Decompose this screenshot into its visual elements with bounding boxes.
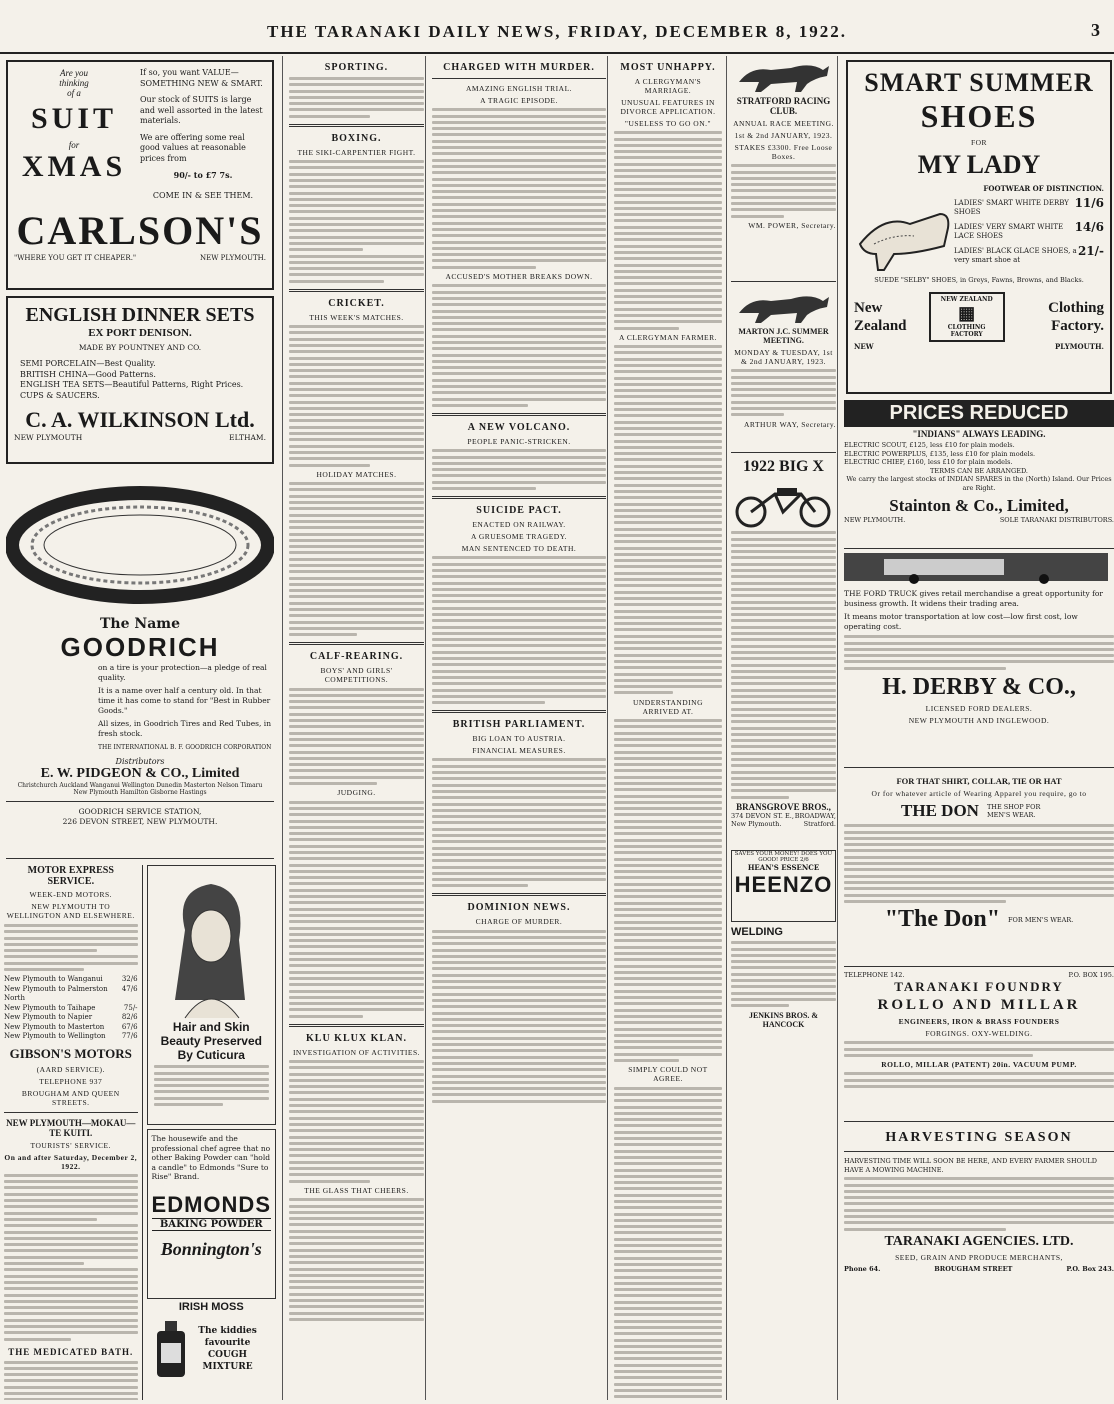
motor-express-sub: WEEK-END MOTORS. <box>29 890 112 899</box>
dinner-item: SEMI PORCELAIN—Best Quality. <box>20 359 156 368</box>
sub-heading: HOLIDAY MATCHES. <box>316 469 397 479</box>
goodrich-station: GOODRICH SERVICE STATION, <box>78 807 202 816</box>
nz-badge-monogram-icon: ▦ <box>958 303 976 323</box>
shoe-item-name: LADIES' BLACK GLACE SHOES, a very smart shoe at <box>954 247 1077 264</box>
shoes-suede: SUEDE "SELBY" SHOES, in Greys, Fawns, Browns, and Blacks. <box>874 276 1084 284</box>
the-don-ad <box>844 776 1114 967</box>
stainton-distributors: SOLE TARANAKI DISTRIBUTORS. <box>999 516 1114 524</box>
tire-illustration <box>6 470 274 620</box>
fare-route: New Plymouth to Palmerston North <box>4 984 108 1003</box>
bonnington-tagline: The kiddies favourite COUGH MIXTURE <box>198 1326 257 1372</box>
mokau-sub: TOURISTS' SERVICE. <box>30 1140 111 1150</box>
dinner-item: ENGLISH TEA SETS—Beautiful Patterns, Right Prices. <box>20 380 244 389</box>
column-sporting <box>282 56 424 1400</box>
suit-copy-1: If so, you want VALUE—SOMETHING NEW & SMART. <box>140 68 263 88</box>
wilkinson-town-right: ELTHAM. <box>229 433 266 442</box>
fare-route: New Plymouth to Wanganui <box>4 975 103 984</box>
derby-logo: H. DERBY & CO., <box>882 673 1076 700</box>
stainton-logo: Stainton & Co., Limited, <box>889 496 1069 515</box>
suit-copy-2: Our stock of SUITS is large and well assorted in the latest materials. <box>140 95 263 125</box>
nz-badge-bottom: CLOTHING FACTORY <box>947 324 986 338</box>
fare-price: 47/6 <box>121 984 138 993</box>
shoes-headline-2: SHOES <box>920 98 1038 134</box>
sub-heading: JUDGING. <box>337 788 376 798</box>
carlsons-slogan: "WHERE YOU GET IT CHEAPER." <box>14 254 137 262</box>
wilkinson-town-left: NEW PLYMOUTH <box>14 433 83 442</box>
heenzo-banner: SAVES YOUR MONEY! DOES YOU GOOD! PRICE 2/6 <box>734 851 833 863</box>
marton-dates: MONDAY & TUESDAY, 1st & 2nd JANUARY, 1923. <box>734 348 833 366</box>
goodrich-tire-ad <box>6 470 274 859</box>
indian-price-line: ELECTRIC SCOUT, £125, less £10 for plain models. <box>844 441 1015 449</box>
bransgrove-town-right: Stratford. <box>803 820 836 829</box>
gibsons-motors-logo: GIBSON'S MOTORS <box>9 1045 132 1061</box>
indian-spares: We carry the largest stocks of INDIAN SPARES in the (North) Island. Our Prices are Right. <box>846 475 1112 492</box>
section-heading: A NEW VOLCANO. <box>467 421 571 433</box>
fare-price: 67/6 <box>121 1022 138 1031</box>
suit-invite: COME IN & SEE THEM. <box>152 190 254 200</box>
gibsons-address: BROUGHAM AND QUEEN STREETS. <box>21 1088 120 1107</box>
shoe-item-price: 21/- <box>1077 244 1104 258</box>
sub-heading: INVESTIGATION OF ACTIVITIES. <box>292 1047 421 1057</box>
goodrich-distributors-label: Distributors <box>115 757 165 766</box>
sub-heading: A CLERGYMAN'S MARRIAGE. <box>634 77 702 95</box>
section-heading: SPORTING. <box>324 62 389 73</box>
section-heading: BRITISH PARLIAMENT. <box>452 719 586 731</box>
carlsons-logo: CARLSON'S <box>16 208 264 253</box>
agencies-street: BROUGHAM STREET <box>934 1264 1013 1273</box>
sub-heading: AMAZING ENGLISH TRIAL. <box>465 84 573 93</box>
dinner-sets-sub: EX PORT DENISON. <box>88 327 192 339</box>
column-ads-left <box>4 56 276 1400</box>
fare-price: 77/6 <box>121 1032 138 1041</box>
foundry-pump: ROLLO, MILLAR (PATENT) 20in. VACUUM PUMP. <box>881 1060 1077 1070</box>
big-x-title: 1922 BIG X <box>743 458 824 475</box>
nz-clothing-factory-logo <box>929 292 1005 342</box>
goodrich-logo: GOODRICH <box>60 632 220 662</box>
derby-ford-truck-ad <box>844 549 1114 768</box>
carlsons-suit-ad <box>6 60 274 290</box>
shoe-item-price: 11/6 <box>1074 196 1104 210</box>
column-mixed <box>607 56 836 1400</box>
fare-price: 32/6 <box>121 975 138 984</box>
goodrich-address: 226 DEVON STREET, NEW PLYMOUTH. <box>62 817 218 826</box>
shoes-distinction: FOOTWEAR OF DISTINCTION. <box>983 184 1104 193</box>
fare-route: New Plymouth to Napier <box>4 1013 93 1022</box>
sub-heading: UNDERSTANDING ARRIVED AT. <box>632 697 704 716</box>
xmas-word: XMAS <box>21 150 127 183</box>
harvest-title: HARVESTING SEASON <box>885 1130 1073 1145</box>
marton-title: MARTON J.C. SUMMER MEETING. <box>738 327 829 345</box>
foundry-title: TARANAKI FOUNDRY <box>894 979 1064 994</box>
taranaki-agencies-logo: TARANAKI AGENCIES. LTD. <box>884 1233 1074 1249</box>
shoes-for: FOR <box>970 138 988 147</box>
motorcycle-illustration <box>731 476 835 528</box>
column-news <box>425 56 606 1400</box>
rollo-millar-foundry-ad <box>844 971 1114 1122</box>
pidgeon-cities: Christchurch Auckland Wanganui Wellington Dunedin Masterton Nelson Timaru New Plymouth Hamilton Gisborne Hastings <box>17 782 263 796</box>
sub-heading: THE GLASS THAT CHEERS. <box>304 1185 409 1195</box>
column-ads-right <box>837 56 1114 1400</box>
marton-secretary: ARTHUR WAY, Secretary. <box>743 419 836 429</box>
medicine-bottle-icon <box>151 1319 191 1379</box>
wilkinson-logo: C. A. WILKINSON Ltd. <box>25 407 255 432</box>
dinner-sets-title: ENGLISH DINNER SETS <box>25 304 255 326</box>
cuticura-ad <box>147 865 276 1125</box>
big-x-motorcycle-ad <box>731 458 836 850</box>
stratford-racing-ad <box>731 56 836 276</box>
shoe-item-price: 14/6 <box>1074 220 1104 234</box>
heenzo-ad <box>731 850 836 922</box>
ford-truck-banner-illustration <box>844 549 1108 585</box>
section-heading: SUICIDE PACT. <box>476 505 562 517</box>
section-heading: KLU KLUX KLAN. <box>306 1032 407 1044</box>
don-footer-logo: "The Don" <box>884 906 1001 933</box>
shoe-item-name: LADIES' SMART WHITE DERBY SHOES <box>954 199 1069 216</box>
indian-terms: TERMS CAN BE ARRANGED. <box>929 466 1028 475</box>
sub-heading: THE SIKI-CARPENTIER FIGHT. <box>297 147 416 157</box>
section-heading: MOST UNHAPPY. <box>620 62 716 73</box>
don-shop-label: THE SHOP FOR MEN'S WEAR. <box>986 803 1041 819</box>
sub-heading: FINANCIAL MEASURES. <box>472 746 566 756</box>
bransgrove-address-left: 374 DEVON ST. E., <box>731 812 794 821</box>
don-logo: THE DON <box>901 801 979 820</box>
racing-secretary: WM. POWER, Secretary. <box>748 220 836 230</box>
motor-express-title: MOTOR EXPRESS SERVICE. <box>27 865 114 887</box>
goodrich-company: THE INTERNATIONAL B. F. GOODRICH CORPORATION <box>98 744 272 751</box>
shoes-headline-3: MY LADY <box>917 150 1041 179</box>
section-heading: CRICKET. <box>328 297 385 309</box>
foundry-work: FORGINGS. OXY-WELDING. <box>925 1029 1033 1038</box>
marton-jc-ad <box>731 287 836 447</box>
derby-towns: NEW PLYMOUTH AND INGLEWOOD. <box>908 715 1050 725</box>
edmonds-copy: The housewife and the professional chef agree that no other Baking Powder can "hold a candle" to Edmonds "Sure to Rise" Brand. <box>151 1134 271 1181</box>
section-heading: BOXING. <box>331 132 382 144</box>
edmonds-logo: EDMONDS <box>151 1191 271 1217</box>
harvest-copy: HARVESTING TIME WILL SOON BE HERE, AND EVERY FARMER SHOULD HAVE A MOWING MACHINE. <box>844 1157 1097 1174</box>
goodrich-name-line: The Name <box>100 616 180 632</box>
don-sub: Or for whatever article of Wearing Apparel you require, go to <box>871 789 1087 798</box>
fare-price: 75/- <box>123 1003 138 1012</box>
sub-heading: "USELESS TO GO ON." <box>624 119 712 128</box>
foundry-sub: ENGINEERS, IRON & BRASS FOUNDERS <box>898 1017 1060 1026</box>
heenzo-sub: HEAN'S ESSENCE <box>747 863 820 872</box>
sub-heading: SIMPLY COULD NOT AGREE. <box>628 1065 708 1084</box>
fare-price: 82/6 <box>121 1013 138 1022</box>
suit-line-3: of a <box>67 88 81 98</box>
indian-price-line: ELECTRIC CHIEF, £160, less £10 for plain models. <box>844 458 1013 466</box>
dinner-item: CUPS & SAUCERS. <box>20 390 100 400</box>
sub-heading: PEOPLE PANIC-STRICKEN. <box>467 436 571 446</box>
agencies-box: P.O. Box 243. <box>1066 1264 1114 1273</box>
sub-heading: A CLERGYMAN FARMER. <box>619 332 717 342</box>
sub-heading: BOYS' AND GIRLS' COMPETITIONS. <box>320 666 393 685</box>
bransgrove-address-right: BROADWAY, <box>794 812 836 821</box>
section-heading: CALF-REARING. <box>309 651 404 663</box>
suit-line-2: thinking <box>59 78 89 88</box>
newspaper-title: THE TARANAKI DAILY NEWS, FRIDAY, DECEMBER 8, 1922. <box>266 22 848 41</box>
indians-leading: "INDIANS" ALWAYS LEADING. <box>912 429 1046 439</box>
pidgeon-dealer: E. W. PIDGEON & CO., Limited <box>40 766 240 781</box>
mokau-note: On and after Saturday, December 2, 1922. <box>4 1152 138 1171</box>
section-heading: CHARGED WITH MURDER. <box>443 62 595 73</box>
nz-brand-left: New Zealand <box>854 300 907 334</box>
bonnington-product: IRISH MOSS <box>178 1301 244 1313</box>
shoes-headline-1: SMART SUMMER <box>864 68 1094 97</box>
bonnington-logo: Bonnington's <box>160 1238 262 1259</box>
page-number: 3 <box>1091 20 1100 40</box>
stainton-town: NEW PLYMOUTH. <box>844 516 906 524</box>
sub-heading: THIS WEEK'S MATCHES. <box>309 312 404 322</box>
sub-heading: ACCUSED'S MOTHER BREAKS DOWN. <box>445 272 593 282</box>
rollo-millar-logo: ROLLO AND MILLAR <box>877 997 1081 1013</box>
cuticura-headline: Hair and Skin Beauty Preserved By Cuticura <box>160 1020 262 1062</box>
agencies-phone: Phone 64. <box>844 1264 881 1273</box>
taranaki-agencies-ad <box>844 1130 1114 1273</box>
goodrich-copy: All sizes, in Goodrich Tires and Red Tubes, in fresh stock. <box>98 719 272 738</box>
woman-portrait-illustration <box>155 870 267 1020</box>
medicated-bath-heading: THE MEDICATED BATH. <box>8 1346 134 1357</box>
don-title: FOR THAT SHIRT, COLLAR, TIE OR HAT <box>896 776 1062 786</box>
dinner-item: BRITISH CHINA—Good Patterns. <box>20 369 156 379</box>
fare-route: New Plymouth to Wellington <box>4 1032 106 1041</box>
welding-ad <box>731 926 836 1029</box>
nz-town-left: NEW <box>854 342 874 351</box>
suit-copy-3: We are offering some real good values at reasonable prices from <box>140 132 246 163</box>
bonnington-ad <box>147 1301 276 1393</box>
edmonds-ad <box>147 1129 276 1299</box>
ford-copy: It means motor transportation at low cost—low first cost, low operating cost. <box>844 612 1078 631</box>
goodrich-copy: It is a name over half a century old. In that time it has come to stand for "Best in Rubber Goods." <box>98 686 271 715</box>
foundry-phone: TELEPHONE 142. <box>844 971 905 979</box>
bransgrove-town-left: New Plymouth. <box>731 820 782 829</box>
edmonds-product: BAKING POWDER <box>152 1218 271 1231</box>
suit-price: 90/- to £7 7s. <box>173 170 233 180</box>
fare-route: New Plymouth to Masterton <box>4 1022 105 1031</box>
fare-route: New Plymouth to Taihape <box>4 1003 96 1012</box>
ford-copy: THE FORD TRUCK gives retail merchandise a great opportunity for business growth. It widens their trading area. <box>844 589 1103 608</box>
suit-line-1: Are you <box>60 68 88 78</box>
suit-word: SUIT <box>30 102 118 135</box>
derby-licensed: LICENSED FORD DEALERS. <box>925 703 1033 713</box>
prices-reduced-banner: PRICES REDUCED <box>844 400 1114 427</box>
racing-club-title: STRATFORD RACING CLUB. <box>736 96 831 116</box>
motor-express-route: NEW PLYMOUTH TO WELLINGTON AND ELSEWHERE. <box>6 902 135 920</box>
stainton-indian-ad <box>844 400 1114 549</box>
sub-heading: BIG LOAN TO AUSTRIA. <box>472 734 566 744</box>
sub-heading: UNUSUAL FEATURES IN DIVORCE APPLICATION. <box>620 98 716 116</box>
masthead <box>0 0 1114 54</box>
foundry-box: P.O. BOX 195. <box>1068 971 1114 979</box>
racehorse-illustration <box>731 56 835 96</box>
nz-badge-top: NEW ZEALAND <box>940 296 993 303</box>
racing-stakes: STAKES £3300. Free Loose Boxes. <box>734 143 833 161</box>
welding-title: WELDING <box>731 926 783 938</box>
dinner-sets-maker: MADE BY POUNTNEY AND CO. <box>78 343 202 352</box>
sub-heading: A TRAGIC EPISODE. <box>480 96 558 105</box>
sub-heading: MAN SENTENCED TO DEATH. <box>461 544 577 554</box>
racehorse-illustration <box>731 287 835 327</box>
nz-brand-right: Clothing Factory. <box>1048 300 1104 334</box>
wilkinson-dinner-sets-ad <box>6 296 274 464</box>
jenkins-dealer: JENKINS BROS. & HANCOCK <box>748 1010 819 1029</box>
racing-dates: 1st & 2nd JANUARY, 1923. <box>734 131 833 140</box>
ladies-shoe-illustration <box>854 184 954 274</box>
carlsons-town: NEW PLYMOUTH. <box>200 254 266 262</box>
agencies-sub: SEED, GRAIN AND PRODUCE MERCHANTS, <box>895 1252 1063 1262</box>
sub-heading: A GRUESOME TRAGEDY. <box>470 532 568 542</box>
shoe-item-name: LADIES' VERY SMART WHITE LACE SHOES <box>954 223 1064 240</box>
suit-line-5: for <box>68 140 80 150</box>
sub-heading: CHARGE OF MURDER. <box>475 917 563 927</box>
racing-meeting: ANNUAL RACE MEETING. <box>733 119 834 128</box>
mokau-title: NEW PLYMOUTH—MOKAU—TE KUITI. <box>6 1117 136 1138</box>
bransgrove-dealer: BRANSGROVE BROS., <box>736 802 831 813</box>
heenzo-logo: HEENZO <box>734 872 833 897</box>
gibsons-phone: TELEPHONE 937 <box>39 1076 103 1086</box>
gibsons-service: (AARD SERVICE). <box>36 1064 105 1074</box>
sub-heading: ENACTED ON RAILWAY. <box>472 520 566 530</box>
nz-clothing-shoes-ad <box>846 60 1112 394</box>
goodrich-copy: on a tire is your protection—a pledge of real quality. <box>98 663 267 682</box>
section-heading: DOMINION NEWS. <box>467 902 571 914</box>
nz-town-right: PLYMOUTH. <box>1055 342 1104 351</box>
don-footer-label: FOR MEN'S WEAR. <box>1008 915 1074 924</box>
indian-price-line: ELECTRIC POWERPLUS, £135, less £10 for plain models. <box>844 449 1036 458</box>
